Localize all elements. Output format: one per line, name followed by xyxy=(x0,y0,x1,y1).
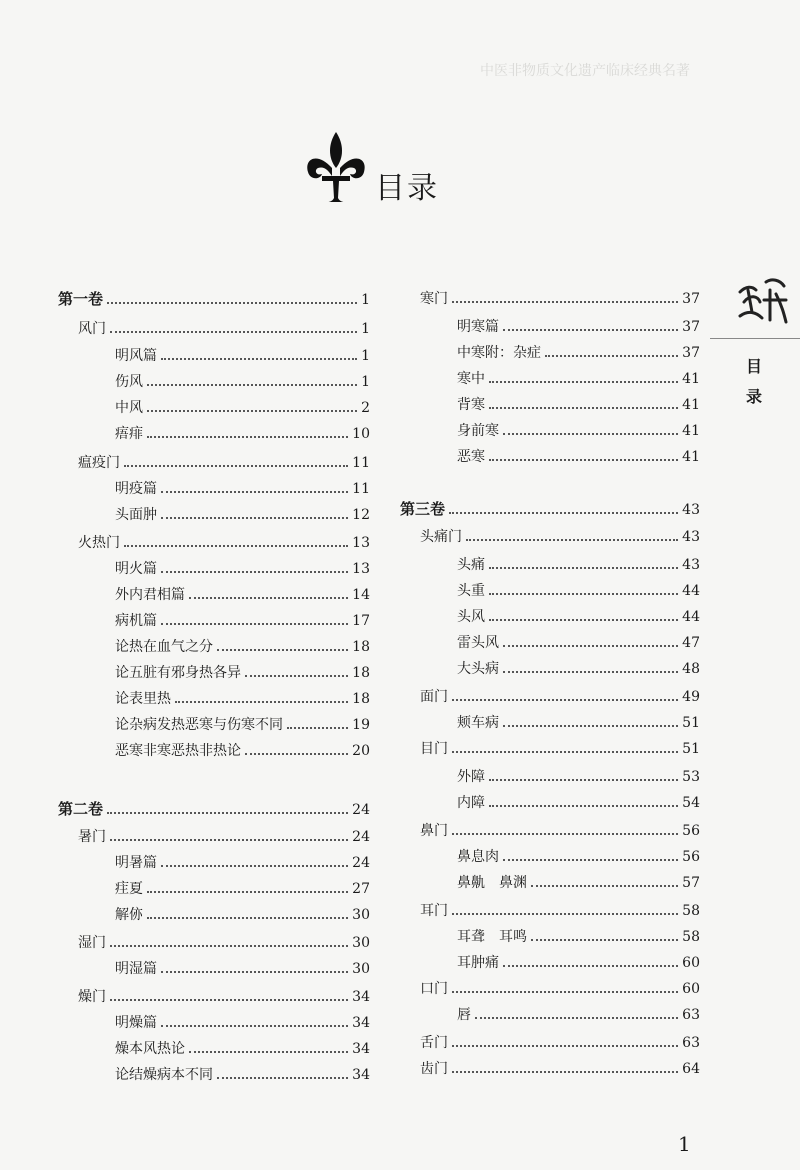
toc-entry xyxy=(400,792,700,816)
toc-entry xyxy=(58,1012,370,1036)
toc-entry xyxy=(58,740,370,764)
leader-dots xyxy=(489,583,678,595)
toc-entry xyxy=(58,636,370,660)
toc-entry-page: 18 xyxy=(352,639,370,655)
toc-entry-label: 暑门 xyxy=(78,829,106,845)
toc-entry-label: 中寒附：杂症 xyxy=(457,345,541,361)
toc-entry-label: 鼻门 xyxy=(420,823,448,839)
toc-entry-page: 30 xyxy=(352,935,370,951)
toc-entry-label: 耳聋 耳鸣 xyxy=(457,929,527,945)
toc-entry-label: 鼻鼽 鼻渊 xyxy=(457,875,527,891)
toc-entry xyxy=(58,610,370,634)
toc-entry xyxy=(400,1004,700,1028)
toc-entry xyxy=(400,926,700,950)
toc-entry-label: 论热在血气之分 xyxy=(115,639,213,655)
toc-entry-page: 13 xyxy=(352,535,370,551)
leader-dots xyxy=(217,639,348,651)
toc-entry xyxy=(400,1058,700,1082)
toc-entry-label: 耳肿痛 xyxy=(457,955,499,971)
leader-dots xyxy=(161,961,348,973)
toc-entry-page: 19 xyxy=(352,717,370,733)
leader-dots xyxy=(161,507,348,519)
page-number: 1 xyxy=(678,1132,691,1156)
toc-entry-page: 34 xyxy=(352,1067,370,1083)
toc-entry xyxy=(400,526,700,550)
toc-entry xyxy=(400,738,700,762)
toc-entry-page: 63 xyxy=(682,1007,700,1023)
leader-dots xyxy=(175,691,348,703)
leader-dots xyxy=(489,769,678,781)
toc-entry-page: 44 xyxy=(682,583,700,599)
leader-dots xyxy=(489,371,678,383)
toc-entry-page: 2 xyxy=(361,400,370,416)
toc-entry-page: 53 xyxy=(682,769,700,785)
toc-entry-label: 明寒篇 xyxy=(457,319,499,335)
leader-dots xyxy=(489,795,678,807)
leader-dots xyxy=(489,609,678,621)
toc-entry xyxy=(58,397,370,421)
toc-entry-page: 58 xyxy=(682,929,700,945)
toc-entry-label: 明燥篇 xyxy=(115,1015,157,1031)
toc-entry-page: 37 xyxy=(682,345,700,361)
leader-dots xyxy=(531,875,678,887)
toc-entry-label: 头重 xyxy=(457,583,485,599)
toc-entry-page: 24 xyxy=(352,802,370,818)
side-divider xyxy=(710,338,800,339)
toc-entry xyxy=(58,288,370,312)
toc-entry xyxy=(400,342,700,366)
toc-entry-label: 伤风 xyxy=(115,374,143,390)
toc-entry xyxy=(400,368,700,392)
toc-entry xyxy=(58,478,370,502)
toc-entry-page: 11 xyxy=(352,455,370,471)
toc-entry-label: 头面肿 xyxy=(115,507,157,523)
toc-entry xyxy=(58,423,370,447)
toc-entry xyxy=(58,798,370,822)
toc-entry-label: 身前寒 xyxy=(457,423,499,439)
leader-dots xyxy=(503,661,678,673)
toc-entry-label: 湿门 xyxy=(78,935,106,951)
toc-entry-page: 51 xyxy=(682,741,700,757)
toc-entry-label: 中风 xyxy=(115,400,143,416)
leader-dots xyxy=(449,502,678,514)
leader-dots xyxy=(161,855,348,867)
toc-entry-page: 11 xyxy=(352,481,370,497)
leader-dots xyxy=(161,561,348,573)
leader-dots xyxy=(503,319,678,331)
toc-entry-page: 20 xyxy=(352,743,370,759)
fleur-de-lis-icon xyxy=(300,128,372,206)
leader-dots xyxy=(147,374,357,386)
leader-dots xyxy=(545,345,678,357)
toc-entry xyxy=(400,686,700,710)
toc-entry xyxy=(400,316,700,340)
toc-entry-page: 34 xyxy=(352,1015,370,1031)
toc-entry-label: 明湿篇 xyxy=(115,961,157,977)
toc-entry xyxy=(400,766,700,790)
toc-entry xyxy=(400,712,700,736)
toc-entry-label: 论五脏有邪身热各异 xyxy=(115,665,241,681)
toc-entry-page: 63 xyxy=(682,1035,700,1051)
toc-entry xyxy=(58,532,370,556)
toc-entry-label: 燥本风热论 xyxy=(115,1041,185,1057)
toc-entry xyxy=(400,846,700,870)
toc-entry-page: 41 xyxy=(682,371,700,387)
toc-entry xyxy=(400,632,700,656)
toc-entry-page: 54 xyxy=(682,795,700,811)
toc-entry-page: 1 xyxy=(361,321,370,337)
toc-entry-label: 雷头风 xyxy=(457,635,499,651)
toc-entry-label: 外内君相篇 xyxy=(115,587,185,603)
toc-entry-page: 60 xyxy=(682,955,700,971)
toc-entry-page: 43 xyxy=(682,529,700,545)
toc-entry xyxy=(400,872,700,896)
toc-entry-page: 34 xyxy=(352,989,370,1005)
toc-entry-page: 48 xyxy=(682,661,700,677)
leader-dots xyxy=(489,397,678,409)
toc-entry xyxy=(58,1064,370,1088)
toc-entry-page: 1 xyxy=(361,292,370,308)
leader-dots xyxy=(452,903,678,915)
leader-dots xyxy=(287,717,348,729)
toc-entry-label: 第二卷 xyxy=(58,800,104,818)
toc-entry-page: 56 xyxy=(682,823,700,839)
toc-entry-label: 外障 xyxy=(457,769,485,785)
toc-entry-page: 44 xyxy=(682,609,700,625)
toc-entry xyxy=(58,318,370,342)
toc-entry-page: 24 xyxy=(352,855,370,871)
toc-entry-page: 10 xyxy=(352,426,370,442)
toc-entry-label: 寒门 xyxy=(420,291,448,307)
toc-entry xyxy=(58,852,370,876)
leader-dots xyxy=(531,929,678,941)
toc-entry-page: 41 xyxy=(682,423,700,439)
toc-entry-label: 明风篇 xyxy=(115,348,157,364)
toc-entry-label: 头痛 xyxy=(457,557,485,573)
leader-dots xyxy=(147,907,348,919)
toc-entry-label: 明疫篇 xyxy=(115,481,157,497)
toc-entry xyxy=(58,986,370,1010)
toc-entry-label: 耳门 xyxy=(420,903,448,919)
toc-entry xyxy=(58,932,370,956)
toc-entry xyxy=(400,952,700,976)
toc-entry-label: 论结燥病本不同 xyxy=(115,1067,213,1083)
toc-entry xyxy=(58,904,370,928)
toc-entry-page: 17 xyxy=(352,613,370,629)
toc-entry xyxy=(58,558,370,582)
toc-entry-page: 43 xyxy=(682,502,700,518)
toc-entry xyxy=(58,1038,370,1062)
toc-entry-label: 燥门 xyxy=(78,989,106,1005)
leader-dots xyxy=(503,955,678,967)
toc-entry-label: 瘟疫门 xyxy=(78,455,120,471)
toc-entry-page: 18 xyxy=(352,691,370,707)
toc-entry-page: 37 xyxy=(682,319,700,335)
leader-dots xyxy=(452,1061,678,1073)
toc-entry-page: 49 xyxy=(682,689,700,705)
leader-dots xyxy=(147,400,357,412)
toc-entry-label: 恶寒非寒恶热非热论 xyxy=(115,743,241,759)
toc-entry-page: 30 xyxy=(352,907,370,923)
leader-dots xyxy=(189,1041,348,1053)
toc-entry-page: 43 xyxy=(682,557,700,573)
toc-entry-page: 24 xyxy=(352,829,370,845)
leader-dots xyxy=(452,291,678,303)
toc-entry xyxy=(400,554,700,578)
toc-entry-label: 明暑篇 xyxy=(115,855,157,871)
leader-dots xyxy=(110,935,348,947)
toc-entry-page: 57 xyxy=(682,875,700,891)
side-char-2: 录 xyxy=(746,387,763,406)
toc-entry xyxy=(58,714,370,738)
toc-entry-page: 47 xyxy=(682,635,700,651)
toc-entry-label: 目门 xyxy=(420,741,448,757)
toc-entry-label: 头痛门 xyxy=(420,529,462,545)
toc-entry-label: 头风 xyxy=(457,609,485,625)
toc-entry-page: 1 xyxy=(361,348,370,364)
toc-entry-page: 18 xyxy=(352,665,370,681)
leader-dots xyxy=(503,715,678,727)
toc-entry-label: 鼻息肉 xyxy=(457,849,499,865)
toc-entry-page: 56 xyxy=(682,849,700,865)
toc-entry-page: 12 xyxy=(352,507,370,523)
toc-entry-label: 明火篇 xyxy=(115,561,157,577)
toc-entry-page: 30 xyxy=(352,961,370,977)
leader-dots xyxy=(161,613,348,625)
leader-dots xyxy=(245,665,348,677)
toc-entry-page: 13 xyxy=(352,561,370,577)
toc-entry xyxy=(400,498,700,522)
toc-entry xyxy=(58,452,370,476)
leader-dots xyxy=(161,348,357,360)
calligraphy-seal-icon xyxy=(736,272,790,328)
toc-entry-label: 内障 xyxy=(457,795,485,811)
leader-dots xyxy=(161,1015,348,1027)
leader-dots xyxy=(452,1035,678,1047)
toc-entry-page: 51 xyxy=(682,715,700,731)
toc-entry-label: 面门 xyxy=(420,689,448,705)
toc-entry xyxy=(58,584,370,608)
toc-entry-label: 背寒 xyxy=(457,397,485,413)
toc-entry-label: 大头病 xyxy=(457,661,499,677)
toc-entry-page: 64 xyxy=(682,1061,700,1077)
leader-dots xyxy=(147,426,348,438)
toc-entry-label: 颊车病 xyxy=(457,715,499,731)
toc-entry-page: 41 xyxy=(682,397,700,413)
toc-entry xyxy=(58,504,370,528)
leader-dots xyxy=(466,529,678,541)
toc-entry xyxy=(400,1032,700,1056)
toc-entry-page: 34 xyxy=(352,1041,370,1057)
leader-dots xyxy=(217,1067,348,1079)
toc-entry xyxy=(400,288,700,312)
leader-dots xyxy=(110,829,348,841)
toc-entry xyxy=(58,371,370,395)
leader-dots xyxy=(110,989,348,1001)
toc-entry xyxy=(400,580,700,604)
toc-entry-label: 舌门 xyxy=(420,1035,448,1051)
toc-entry-label: 痦痱 xyxy=(115,426,143,442)
toc-entry-page: 60 xyxy=(682,981,700,997)
leader-dots xyxy=(489,449,678,461)
toc-entry xyxy=(400,420,700,444)
toc-entry-label: 风门 xyxy=(78,321,106,337)
toc-entry xyxy=(400,900,700,924)
leader-dots xyxy=(124,455,348,467)
leader-dots xyxy=(489,557,678,569)
leader-dots xyxy=(107,292,357,304)
leader-dots xyxy=(245,743,348,755)
toc-entry-label: 第一卷 xyxy=(58,290,104,308)
toc-entry-label: 火热门 xyxy=(78,535,120,551)
leader-dots xyxy=(452,823,678,835)
toc-entry xyxy=(400,446,700,470)
toc-entry-label: 寒中 xyxy=(457,371,485,387)
toc-entry-page: 37 xyxy=(682,291,700,307)
leader-dots xyxy=(147,881,348,893)
toc-entry xyxy=(58,826,370,850)
toc-entry xyxy=(400,606,700,630)
toc-entry-label: 唇 xyxy=(457,1007,471,1023)
leader-dots xyxy=(107,802,348,814)
leader-dots xyxy=(189,587,348,599)
leader-dots xyxy=(503,635,678,647)
toc-entry xyxy=(58,688,370,712)
leader-dots xyxy=(503,423,678,435)
toc-entry-label: 疰夏 xyxy=(115,881,143,897)
leader-dots xyxy=(110,321,357,333)
toc-entry-label: 论表里热 xyxy=(115,691,171,707)
toc-entry xyxy=(400,978,700,1002)
toc-entry-page: 41 xyxy=(682,449,700,465)
toc-entry-label: 解㑊 xyxy=(115,907,143,923)
toc-entry xyxy=(400,658,700,682)
toc-entry xyxy=(58,878,370,902)
bleed-header: 中医非物质文化遗产临床经典名著 xyxy=(480,63,690,79)
toc-entry-label: 恶寒 xyxy=(457,449,485,465)
toc-entry-page: 1 xyxy=(361,374,370,390)
toc-entry-page: 27 xyxy=(352,881,370,897)
toc-entry-page: 14 xyxy=(352,587,370,603)
toc-entry xyxy=(400,820,700,844)
leader-dots xyxy=(124,535,348,547)
toc-entry xyxy=(58,662,370,686)
toc-entry-label: 齿门 xyxy=(420,1061,448,1077)
toc-entry-label: 第三卷 xyxy=(400,500,446,518)
toc-entry xyxy=(58,958,370,982)
leader-dots xyxy=(452,981,678,993)
toc-entry-label: 论杂病发热恶寒与伤寒不同 xyxy=(115,717,283,733)
toc-entry-page: 58 xyxy=(682,903,700,919)
leader-dots xyxy=(452,689,678,701)
side-char-1: 目 xyxy=(746,357,763,376)
toc-entry xyxy=(58,345,370,369)
toc-entry xyxy=(400,394,700,418)
page-title: 目录 xyxy=(375,171,439,206)
toc-entry-label: 病机篇 xyxy=(115,613,157,629)
leader-dots xyxy=(452,741,678,753)
leader-dots xyxy=(161,481,348,493)
toc-entry-label: 口门 xyxy=(420,981,448,997)
leader-dots xyxy=(475,1007,678,1019)
leader-dots xyxy=(503,849,678,861)
